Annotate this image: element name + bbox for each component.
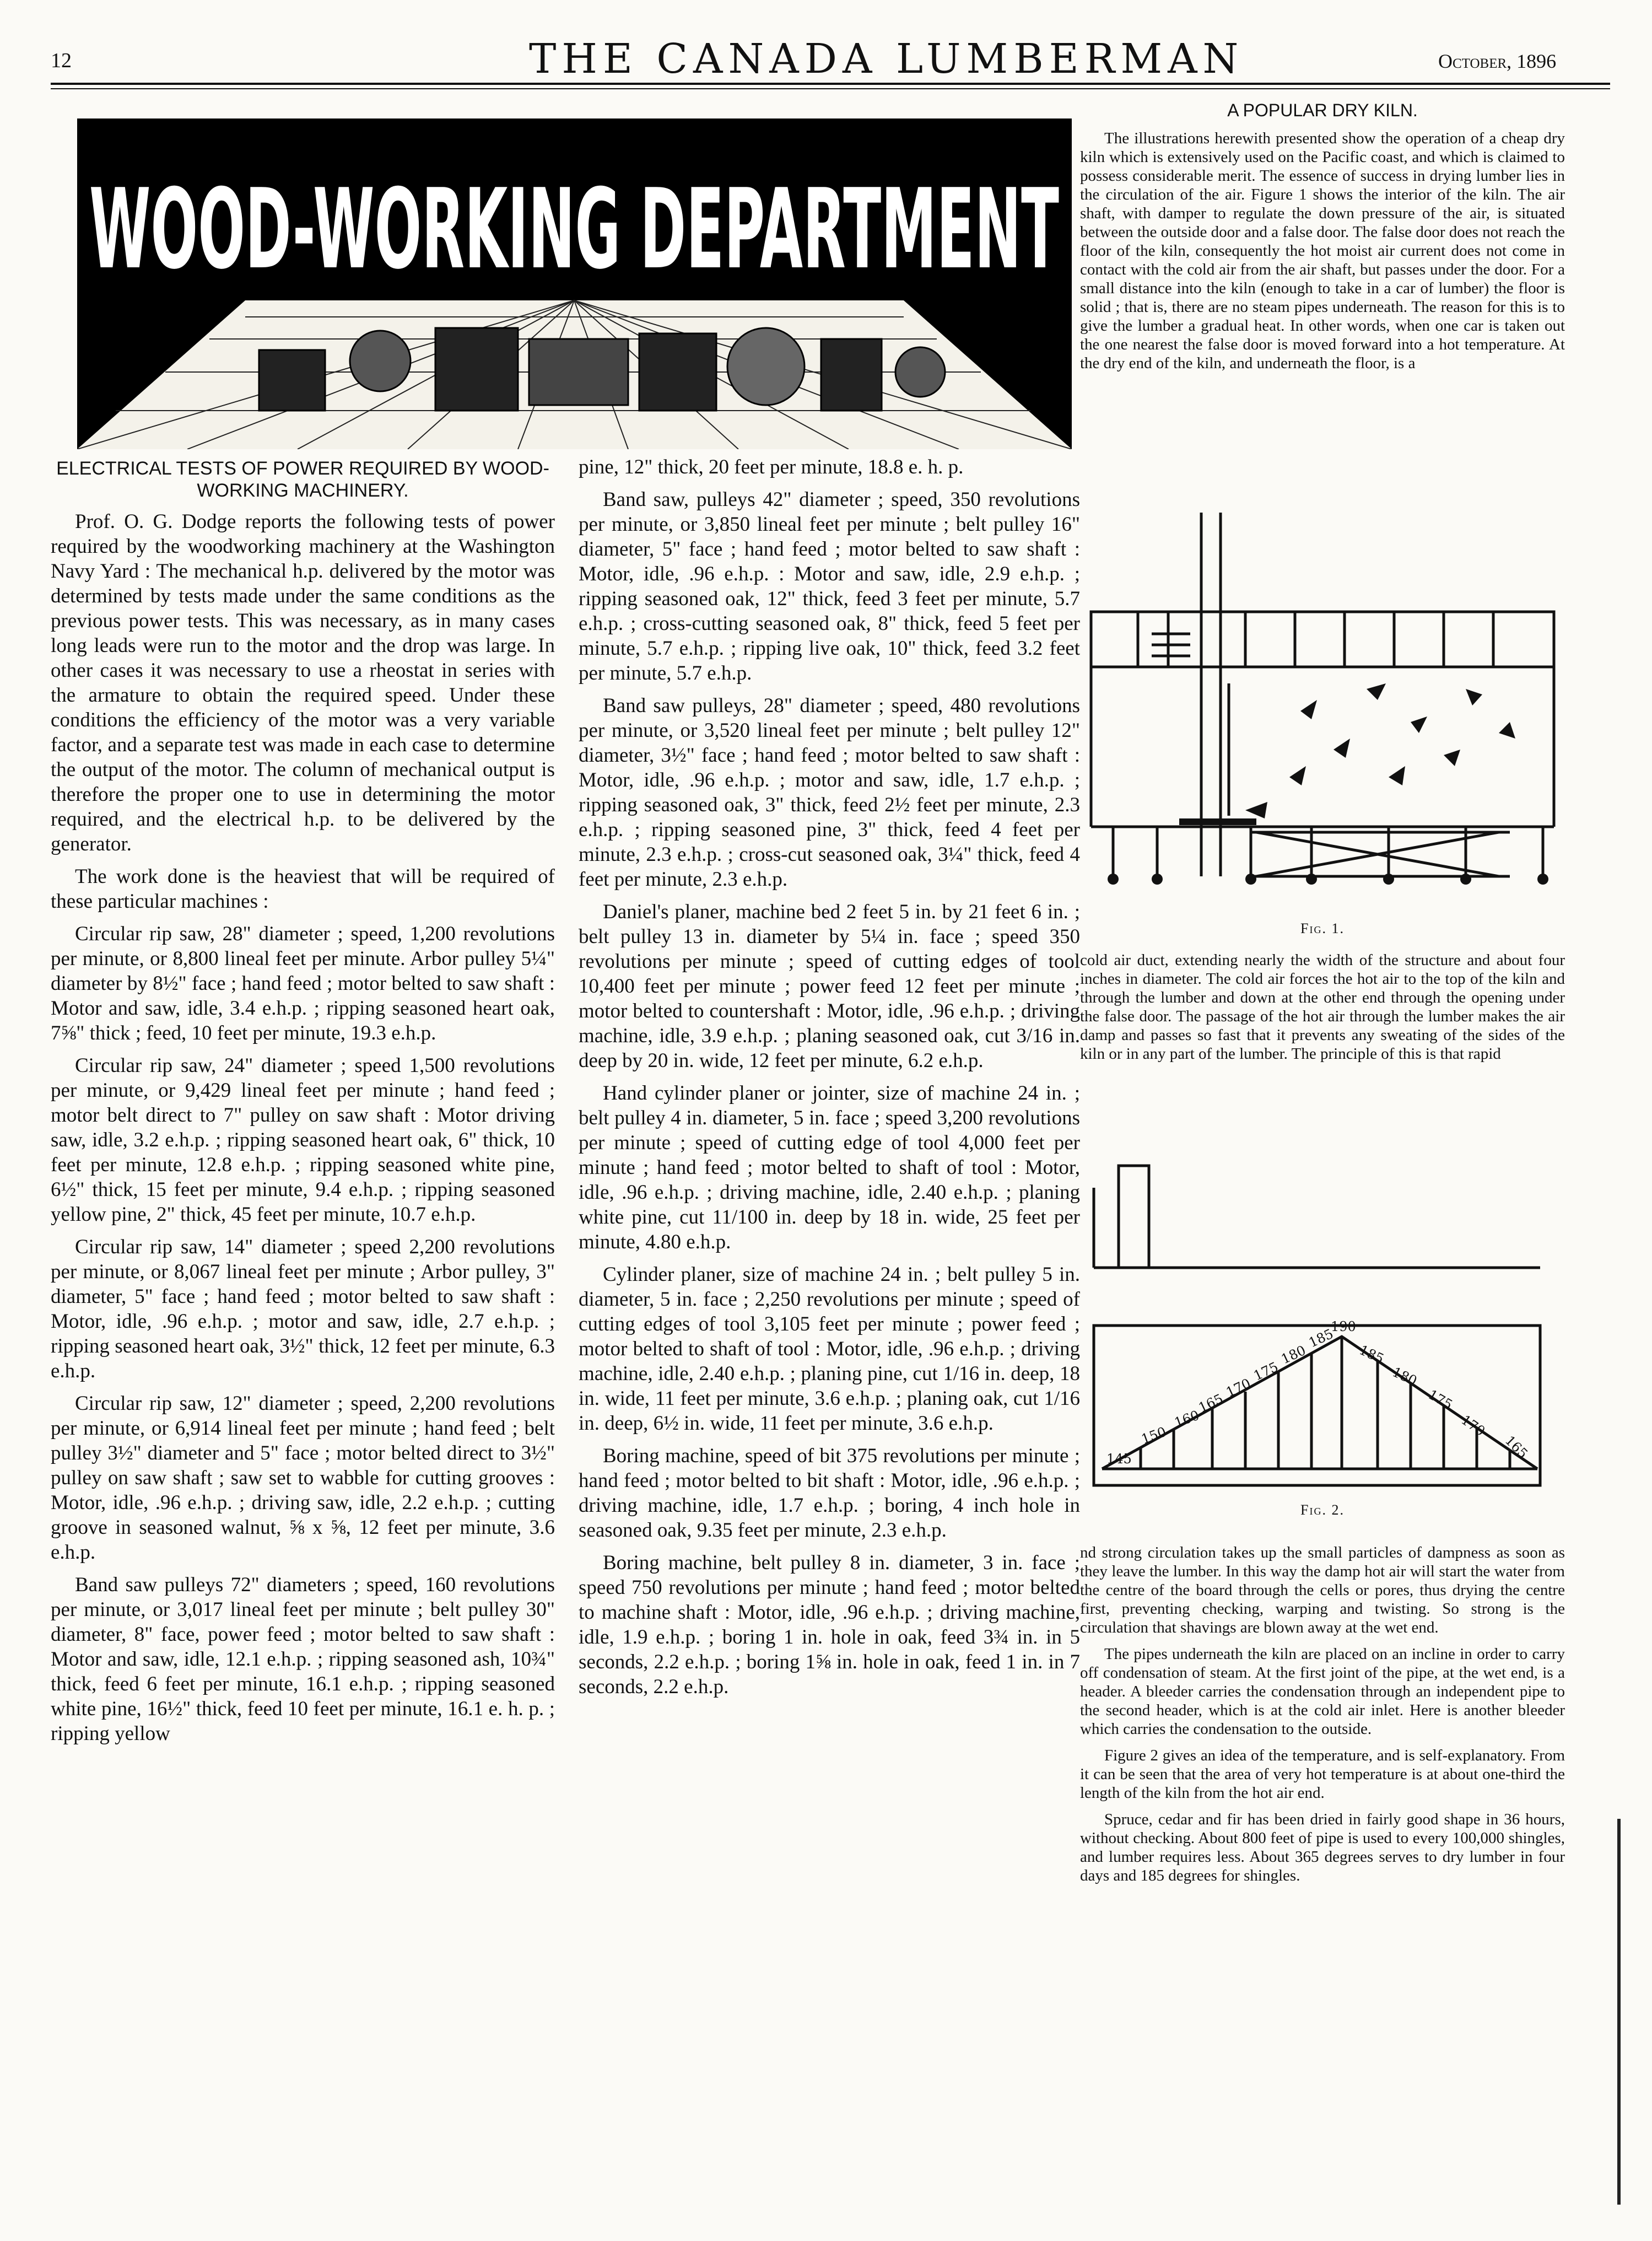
issue-date: October, 1896 bbox=[1438, 50, 1557, 72]
article-heading: ELECTRICAL TESTS OF POWER REQUIRED BY WOOD-WORKING MACHINERY. bbox=[56, 458, 549, 501]
paragraph: cold air duct, extending nearly the width of the structure and about four inches in diameter. The cold air forces the hot air to the top of the kiln and through the lumber and down at the other end through the opening under the false door. The passage of the hot air through the lumber makes the air damp and passes so fast that it prevents any sweating of the sides of the kiln or in any part of the lumber. The principle of this is that rapid bbox=[1080, 951, 1565, 1063]
article-column-3-middle bbox=[1080, 951, 1565, 1071]
paragraph: Figure 2 gives an idea of the temperature, and is self-explanatory. From it can be seen that the area of very hot temperature is at about one-third the length of the kiln from the hot air end. bbox=[1080, 1747, 1565, 1802]
paragraph: Circular rip saw, 12" diameter ; speed, 2,200 revolutions per minute, or 6,914 lineal feet per minute ; hand feed ; belt pulley 3½" diameter and 5" face ; motor belted direct to 3½" pulley on saw shaft ; saw set to wabble for cutting grooves : Motor, idle, .96 e.h.p. ; driving saw, idle, 2.2 e.h.p. ; cutting groove in seasoned walnut, ⅝ x ⅝, 12 feet per minute, 3.6 e.h.p. bbox=[51, 1392, 555, 1564]
paragraph: Prof. O. G. Dodge reports the following tests of power required by the woodworking machinery at the Washington Navy Yard : The mechanical h.p. delivered by the motor was determined by tests made under the same conditions as the previous power tests. This was necessary, as in many cases long leads were run to the motor and the drop was large. In other cases it was necessary to use a rheostat in series with the armature to obtain the required speed. Under these conditions the efficiency of the motor was a very variable factor, and a separate test was made in each case to determine the output of the motor. The column of mechanical output is therefore the proper one to use in determining the motor required, and the electrical h.p. to be delivered by the generator. bbox=[51, 510, 555, 855]
figure-2 bbox=[1080, 1122, 1565, 1529]
paragraph: Band saw pulleys 72" diameters ; speed, 160 revolutions per minute, or 3,017 lineal feet per minute ; belt pulley 30" diameter, 8" face, power feed ; motor belted to saw shaft : Motor and saw, idle, 12.1 e.h.p. ; ripping seasoned ash, 10¾" thick, feed 6 feet per minute, 16.1 e.h.p. ; ripping seasoned white pine, 16½" thick, feed 10 feet per minute, 16.1 e. h. p. ; ripping yellow bbox=[51, 1574, 555, 1745]
figure-1-caption: Fig. 1. bbox=[1300, 920, 1345, 936]
temp-label: 170 bbox=[1223, 1375, 1254, 1400]
paragraph: Circular rip saw, 24" diameter ; speed 1,500 revolutions per minute, or 9,429 lineal feet per minute ; hand feed ; motor belt direct to 7" pulley on saw shaft : Motor driving saw, idle, 3.2 e.h.p. ; ripping seasoned heart oak, 6" thick, 10 feet per minute, 12.8 e.h.p. ; ripping seasoned white pine, 6½" thick, 15 feet per minute, 9.4 e.h.p. ; ripping seasoned yellow pine, 2" thick, 45 feet per minute, 10.7 e.h.p. bbox=[51, 1054, 555, 1226]
temp-label: 175 bbox=[1251, 1359, 1281, 1384]
temp-label: 170 bbox=[1458, 1412, 1488, 1440]
paragraph: Hand cylinder planer or jointer, size of machine 24 in. ; belt pulley 4 in. diameter, 5 in. face ; speed 3,200 revolutions per minute ; speed of cutting edge of tool 4,000 feet per minute ; hand feed ; motor belted to shaft of tool : Motor, idle, .96 e.h.p. ; driving machine, idle, 2.40 e.h.p. ; planing white pine, cut 11/100 in. deep by 18 in. wide, 25 feet per minute, 4.80 e.h.p. bbox=[579, 1082, 1080, 1253]
article-column-2 bbox=[579, 455, 1080, 1707]
paragraph: Boring machine, speed of bit 375 revolutions per minute ; hand feed ; motor belted to bit shaft : Motor, idle, .96 e.h.p. ; driving machine, idle, 1.7 e.h.p. ; boring, 4 inch hole in seasoned oak, 9.35 feet per minute, 2.3 e.h.p. bbox=[579, 1445, 1080, 1542]
paragraph: Band saw pulleys, 28" diameter ; speed, 480 revolutions per minute, or 3,520 lineal feet per minute ; belt pulley 12" diameter, 3½" face ; hand feed ; motor belted to saw shaft : Motor, idle, .96 e.h.p. ; motor and saw, idle, 1.7 e.h.p. ; ripping seasoned oak, 3" thick, feed 2½ feet per minute, 2.3 e.h.p. ; ripping seasoned pine, 3" thick, feed 4 feet per minute, 2.3 e.h.p. ; cross-cut seasoned oak, 3¼" thick, feed 4 feet per minute, 2.3 e.h.p. bbox=[579, 694, 1080, 891]
banner-title: WOOD-WORKING DEPARTMENT bbox=[89, 165, 1059, 294]
paragraph: Circular rip saw, 28" diameter ; speed, 1,200 revolutions per minute, or 8,800 lineal feet per minute. Arbor pulley 5¼" diameter by 8½" face ; hand feed ; motor belted to saw shaft : Motor and saw, idle, 3.4 e.h.p. ; ripping seasoned heart oak, 7⅝" thick ; feed, 10 feet per minute, 19.3 e.h.p. bbox=[51, 923, 555, 1044]
temp-label: 160 bbox=[1172, 1407, 1202, 1431]
temp-label: 150 bbox=[1139, 1424, 1169, 1447]
temp-label: 180 bbox=[1390, 1364, 1419, 1389]
temp-label: 145 bbox=[1106, 1451, 1132, 1467]
paragraph: Band saw, pulleys 42" diameter ; speed, 350 revolutions per minute, or 3,850 lineal feet per minute ; belt pulley 16" diameter, 5" face ; hand feed ; motor belted to saw shaft : Motor, idle, .96 e.h.p. : Motor and saw, idle, 2.9 e.h.p. ; ripping seasoned oak, 12" thick, feed 3 feet per minute, 5.7 e.h.p. ; cross-cutting seasoned oak, 8" thick, feed 5 feet per minute, 5.7 e.h.p. ; ripping live oak, 10" thick, feed 3.2 feet per minute, 5.7 e.h.p. bbox=[579, 488, 1080, 685]
temp-label-peak: 190 bbox=[1331, 1319, 1356, 1334]
article-column-3-bottom bbox=[1080, 1543, 1565, 1893]
paragraph: Spruce, cedar and fir has been dried in fairly good shape in 36 hours, without checking. About 800 feet of pipe is used to every 100,000 shingles, and lumber requires less. About 365 degrees serves to dry lumber in four days and 185 degrees for shingles. bbox=[1080, 1811, 1565, 1884]
temp-label: 175 bbox=[1426, 1386, 1455, 1413]
paragraph: nd strong circulation takes up the small particles of dampness as soon as they leave the lumber. In this way the damp hot air will start the water from the centre of the board through the cells or pores, thus drying the centre first, preventing checking, warping and twisting. So strong is the circulation that shavings are blown away at the wet end. bbox=[1080, 1544, 1565, 1636]
article-column-3-top bbox=[1080, 99, 1565, 380]
scan-edge bbox=[1617, 1819, 1621, 2205]
dry-kiln-heading: A POPULAR DRY KILN. bbox=[1227, 100, 1418, 120]
page-number: 12 bbox=[51, 49, 72, 72]
figure-2-caption: Fig. 2. bbox=[1300, 1502, 1345, 1518]
banner-illustration bbox=[77, 118, 1072, 449]
paragraph: Boring machine, belt pulley 8 in. diameter, 3 in. face ; speed 750 revolutions per minute ; hand feed ; motor belted to machine shaft : Motor, idle, .96 e.h.p. ; driving machine, idle, 1.9 e.h.p. ; boring 1 in. hole in oak, feed 3¾ in. in 5 seconds, 2.2 e.h.p. ; boring 1⅝ in. hole in oak, feed 1 in. in 7 seconds, 2.2 e.h.p. bbox=[579, 1552, 1080, 1698]
temp-label: 165 bbox=[1502, 1432, 1531, 1462]
paragraph: Daniel's planer, machine bed 2 feet 5 in. by 21 feet 6 in. ; belt pulley 13 in. diameter by 5¼ in. face ; speed 350 revolutions per minute ; speed of cutting edges of tool 10,400 feet per minute ; power feed 12 feet per minute ; motor belted to countershaft : Motor, idle, .96 e.h.p. ; driving machine, idle, 3.9 e.h.p. ; planing seasoned oak, cut 3/16 in. deep by 20 in. wide, 12 feet per minute, 6.2 e.h.p. bbox=[579, 901, 1080, 1072]
paragraph: The work done is the heaviest that will be required of these particular machines : bbox=[51, 865, 555, 913]
temp-label: 165 bbox=[1196, 1391, 1226, 1416]
temp-label: 185 bbox=[1357, 1342, 1386, 1367]
paragraph: The pipes underneath the kiln are placed on an incline in order to carry off condensation of steam. At the first joint of the pipe, at the wet end, is a header. A bleeder carries the condensation through an independent pipe to the second header, which is at the cold air inlet. Here is another bleeder which carries the condensation to the outside. bbox=[1080, 1645, 1565, 1738]
paragraph: Circular rip saw, 14" diameter ; speed 2,200 revolutions per minute, or 8,067 lineal feet per minute ; Arbor pulley, 3" diameter, 5" face ; hand feed ; motor belted to saw shaft : Motor, idle, .96 e.h.p. ; motor and saw, idle, 2.7 e.h.p. ; ripping seasoned heart oak, 3½" thick, 12 feet per minute, 6.3 e.h.p. bbox=[51, 1236, 555, 1382]
temp-label: 180 bbox=[1278, 1342, 1309, 1367]
header-rule-thin bbox=[51, 88, 1610, 89]
woodworking-banner bbox=[77, 118, 1072, 449]
paragraph: The illustrations herewith presented show the operation of a cheap dry kiln which is extensively used on the Pacific coast, and which is claimed to possess considerable merit. The essence of success in drying lumber lies in the circulation of the air. Figure 1 shows the interior of the kiln. The air shaft, with damper to regulate the down pressure of the air, is situated between the outside door and a false door. The false door does not reach the floor of the kiln, consequently the hot moist air current does not come in contact with the cold air from the air shaft, but passes under the door. For a small distance into the kiln (enough to take in a car of lumber) the floor is solid ; that is, there are no steam pipes underneath. The reason for this is to give the lumber a gradual heat. In other words, when one car is taken out the one nearest the false door is moved forward into a hot temperature. At the dry end of the kiln, and underneath the floor, is a bbox=[1080, 130, 1565, 372]
temp-label: 185 bbox=[1306, 1326, 1336, 1351]
article-column-1 bbox=[51, 457, 555, 1754]
paragraph: pine, 12" thick, 20 feet per minute, 18.8 e. h. p. bbox=[579, 456, 964, 478]
header-rule bbox=[51, 83, 1610, 85]
masthead: THE CANADA LUMBERMAN bbox=[529, 35, 1244, 83]
paragraph: Cylinder planer, size of machine 24 in. ; belt pulley 5 in. diameter, 5 in. face ; 2,250 revolutions per minute ; speed of cutting edges of tool 3,105 feet per minute ; power feed ; motor belted to shaft of tool : Motor, idle, .96 e.h.p. ; driving machine, idle, 2.40 e.h.p. ; planing pine, cut 1/16 in. deep, 18 in. wide, 11 feet per minute, 3.6 e.h.p. ; planing oak, cut 1/16 in. deep, 6½ in. wide, 11 feet per minute, 3.6 e.h.p. bbox=[579, 1263, 1080, 1435]
kiln-temperature-diagram bbox=[1080, 1122, 1565, 1507]
air-flow-arrows bbox=[1245, 683, 1515, 818]
